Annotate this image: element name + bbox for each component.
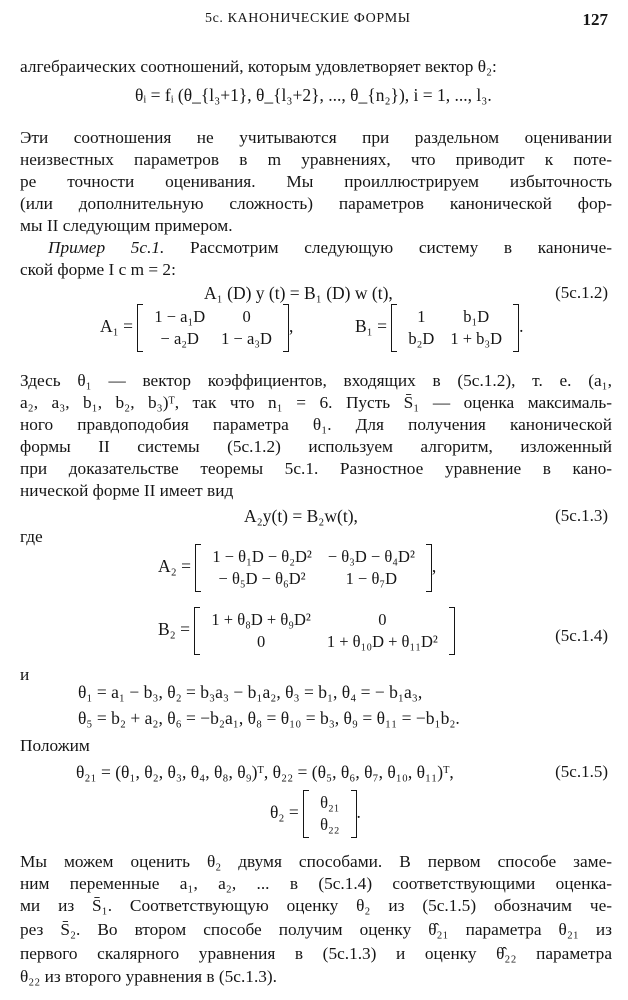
vector-cell: θ₂₁ bbox=[320, 793, 340, 812]
text-line: ного правдоподобия параметра θ₁. Для получения канонической bbox=[20, 415, 612, 434]
equation-number: (5с.1.3) bbox=[555, 506, 608, 525]
example-line bbox=[48, 238, 612, 258]
text-line: мы II следующим примером. bbox=[20, 216, 233, 235]
text-line: Здесь θ₁ — вектор коэффициентов, входящих в (5с.1.2), т. е. (a₁, bbox=[20, 371, 612, 390]
matrix-cell: 0 bbox=[257, 632, 266, 651]
matrix-cell: b₂D bbox=[408, 329, 435, 348]
text-line: ми из S̄₁. Соответствующую оценку θ₂ из (5с.1.5) обозначим че- bbox=[20, 896, 612, 915]
matrix-cell: 1 + θ₁₀D + θ₁₁D² bbox=[326, 632, 438, 651]
matrix-label: A₂ = bbox=[158, 556, 191, 577]
text-line: ре точности оценивания. Мы проиллюстрируем избыточность bbox=[20, 172, 612, 191]
matrix-label: B₂ = bbox=[158, 619, 191, 640]
matrix-label: B₁ = bbox=[355, 316, 388, 337]
text-line: ним переменные a₁, a₂, ... в (5с.1.4) соответствующими оценка- bbox=[20, 874, 612, 893]
text-line: неизвестных параметров в m уравнениях, что приводит к поте- bbox=[20, 150, 612, 169]
text-line: при доказательстве теоремы 5с.1. Разностное уравнение в кано- bbox=[20, 459, 612, 478]
relations-line: θ₁ = a₁ − b₃, θ₂ = b₃a₃ − b₁a₂, θ₃ = b₁, θ₄ = − b₁a₃, bbox=[78, 682, 423, 702]
equation-number: (5с.1.5) bbox=[555, 762, 608, 781]
matrix-cell: 1 + θ₈D + θ₉D² bbox=[211, 610, 311, 629]
vector-label: θ₂ = bbox=[270, 802, 299, 823]
text-line: Мы можем оценить θ₂ двумя способами. В первом способе заме- bbox=[20, 852, 612, 871]
matrix-cell: − a₂D bbox=[160, 329, 199, 348]
matrix-A1-block: A₁ = 1 − a₁D 0 − a₂D 1 − a₃D , bbox=[100, 304, 293, 352]
matrix-B2-block bbox=[158, 607, 455, 655]
matrix-A2 bbox=[195, 544, 432, 592]
vector-theta2-block: θ₂ = θ₂₁ θ₂₂ . bbox=[270, 790, 361, 838]
matrix-cell: b₁D bbox=[463, 307, 490, 326]
text-line: a₂, a₃, b₁, b₂, b₃)ᵀ, так что n₁ = 6. Пусть S̄₁ — оценка максималь- bbox=[20, 393, 612, 412]
matrix-cell: 0 bbox=[242, 307, 251, 326]
matrix-cell: − θ₃D − θ₄D² bbox=[327, 547, 415, 566]
matrix-B1 bbox=[391, 304, 519, 352]
vector-theta2 bbox=[303, 790, 356, 838]
matrix-A1 bbox=[137, 304, 289, 352]
matrix-cell: 1 bbox=[417, 307, 426, 326]
matrix-cell: 0 bbox=[378, 610, 387, 629]
equation-5c-1-2: A₁ (D) y (t) = B₁ (D) w (t), bbox=[204, 283, 393, 303]
matrix-A2-block: A₂ = 1 − θ₁D − θ₂D² − θ₃D − θ₄D² − θ₅D − θ₆D² 1 − θ₇D , bbox=[158, 544, 436, 592]
matrix-cell: 1 − a₁D bbox=[154, 307, 206, 326]
text-line: Положим bbox=[20, 736, 90, 755]
text-line: алгебраических соотношений, которым удовлетворяет вектор θ₂: bbox=[20, 57, 497, 76]
text-line: (или дополнительную сложность) параметров канонической фор- bbox=[20, 194, 612, 213]
matrix-cell: 1 − a₃D bbox=[221, 329, 272, 348]
page-number: 127 bbox=[582, 10, 608, 29]
text-line: Эти соотношения не учитываются при раздельном оценивании bbox=[20, 128, 612, 147]
relations-line: θ₅ = b₂ + a₂, θ₆ = −b₂a₁, θ₈ = θ₁₀ = b₃, θ₉ = θ₁₁ = −b₁b₂. bbox=[78, 708, 460, 728]
equation-number: (5с.1.4) bbox=[555, 626, 608, 645]
matrix-cell: 1 + b₃D bbox=[450, 329, 503, 348]
text-line: ской форме I с m = 2: bbox=[20, 260, 176, 279]
matrix-cell: 1 − θ₇D bbox=[345, 569, 398, 588]
equation-5c-1-5: θ₂₁ = (θ₁, θ₂, θ₃, θ₄, θ₈, θ₉)ᵀ, θ₂₂ = (θ₅, θ₆, θ₇, θ₁₀, θ₁₁)ᵀ, bbox=[76, 762, 454, 782]
text-line: θ₂₂ из второго уравнения в (5с.1.3). bbox=[20, 967, 277, 986]
text-line: формы II системы (5с.1.2) используем алгоритм, изложенный bbox=[20, 437, 612, 456]
text-line: где bbox=[20, 527, 43, 546]
text-line: нической форме II имеет вид bbox=[20, 481, 234, 500]
text-line: рез S̄₂. Во втором способе получим оценку θ̂₂₁ параметра θ₂₁ из bbox=[20, 920, 612, 939]
example-text: Рассмотрим следующую систему в канониче- bbox=[164, 238, 613, 257]
example-label: Пример 5с.1. bbox=[48, 238, 165, 257]
vector-cell: θ₂₂ bbox=[320, 815, 340, 834]
running-header bbox=[0, 11, 628, 33]
matrix-B1-block: B₁ = 1 b₁D b₂D 1 + b₃D . bbox=[355, 304, 523, 352]
equation-theta-relations: θᵢ = fᵢ (θ_{l₃+1}, θ_{l₃+2}, ..., θ_{n₂}), i = 1, ..., l₃. bbox=[135, 85, 492, 105]
text-line: первого скалярного уравнения в (5с.1.3) и оценку θ̂₂₂ параметра bbox=[20, 944, 612, 963]
matrix-B2 bbox=[194, 607, 454, 655]
matrix-cell: − θ₅D − θ₆D² bbox=[218, 569, 306, 588]
chapter-title: 5с. КАНОНИЧЕСКИЕ ФОРМЫ bbox=[205, 11, 411, 26]
equation-number: (5с.1.2) bbox=[555, 283, 608, 302]
text-line: и bbox=[20, 665, 30, 684]
matrix-cell: 1 − θ₁D − θ₂D² bbox=[212, 547, 312, 566]
matrix-label: A₁ = bbox=[100, 316, 133, 337]
equation-5c-1-3: A₂y(t) = B₂w(t), bbox=[244, 506, 358, 526]
